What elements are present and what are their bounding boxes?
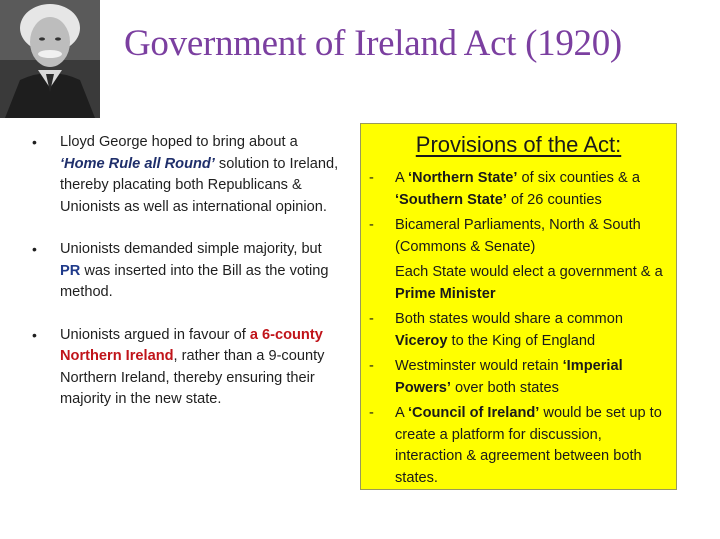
text-run: Each State would elect a government & a bbox=[395, 264, 663, 280]
emphasis-text: ‘Council of Ireland’ bbox=[407, 405, 540, 421]
provision-item bbox=[361, 215, 676, 258]
emphasis-text: ‘Northern State’ bbox=[407, 170, 518, 186]
provisions-title bbox=[361, 132, 676, 158]
text-run: Unionists demanded simple majority, but bbox=[60, 241, 322, 257]
emphasis-text: Prime Minister bbox=[395, 285, 496, 302]
emphasis-text: ‘Southern State’ bbox=[395, 191, 507, 208]
provisions-title-text: Provisions of the Act: bbox=[415, 132, 622, 157]
text-run: A bbox=[395, 170, 408, 186]
bullet-item bbox=[30, 239, 340, 304]
provisions-box bbox=[360, 123, 677, 490]
provision-text bbox=[395, 309, 670, 352]
bullet-item bbox=[30, 132, 340, 218]
text-run: Bicameral Parliaments, North & South (Commons & Senate) bbox=[395, 217, 641, 255]
slide-title: Government of Ireland Act (1920) bbox=[124, 23, 622, 64]
bullet-icon: • bbox=[32, 326, 37, 343]
bullet-text bbox=[60, 132, 340, 218]
text-run: was inserted into the Bill as the voting method. bbox=[60, 262, 329, 300]
text-run: to the King of England bbox=[447, 332, 596, 349]
provision-item bbox=[361, 168, 676, 211]
provision-text bbox=[395, 262, 670, 305]
text-run: would be set up to create a platform for discussion, interaction & agreement between both states. bbox=[395, 405, 662, 486]
text-run: over both states bbox=[450, 379, 559, 396]
bullet-text bbox=[60, 239, 340, 304]
emphasis-text: Viceroy bbox=[395, 332, 448, 349]
emphasis-text: a 6-county Northern Ireland bbox=[60, 326, 323, 364]
text-run: solution to Ireland, thereby placating both Republicans & Unionists as well as international opinion. bbox=[60, 155, 339, 215]
dash-icon: - bbox=[369, 358, 374, 374]
provision-item bbox=[361, 262, 676, 305]
provision-item bbox=[361, 403, 676, 489]
text-run: of six counties & a bbox=[517, 170, 640, 186]
emphasis-text: PR bbox=[60, 262, 81, 279]
text-run: A bbox=[395, 405, 408, 421]
emphasis-text: ‘Imperial Powers’ bbox=[395, 358, 623, 396]
provision-text bbox=[395, 356, 670, 399]
bullet-icon: • bbox=[32, 134, 37, 150]
text-run: of 26 counties bbox=[506, 191, 602, 208]
provision-text bbox=[395, 215, 670, 258]
dash-icon: - bbox=[369, 217, 374, 233]
text-run: Lloyd George hoped to bring about a bbox=[60, 134, 298, 150]
text-run: , rather than a 9-county Northern Ireland, thereby ensuring their majority in the new state. bbox=[60, 348, 325, 407]
portrait-photo bbox=[0, 0, 100, 118]
bullet-item bbox=[30, 325, 340, 411]
provisions-list bbox=[361, 168, 676, 493]
dash-icon: - bbox=[369, 311, 374, 327]
provision-item bbox=[361, 356, 676, 399]
left-bullet-list bbox=[30, 132, 340, 432]
dash-icon: - bbox=[369, 405, 374, 421]
emphasis-text: ‘Home Rule all Round’ bbox=[60, 155, 215, 172]
bullet-icon: • bbox=[32, 241, 37, 257]
bullet-text bbox=[60, 325, 340, 411]
text-run: Both states would share a common bbox=[395, 311, 623, 327]
portrait-icon bbox=[0, 0, 100, 118]
dash-icon: - bbox=[369, 170, 374, 186]
provision-text bbox=[395, 168, 670, 211]
provision-text bbox=[395, 403, 670, 489]
provision-item bbox=[361, 309, 676, 352]
text-run: Westminster would retain bbox=[395, 358, 563, 374]
text-run: Unionists argued in favour of bbox=[60, 326, 250, 343]
